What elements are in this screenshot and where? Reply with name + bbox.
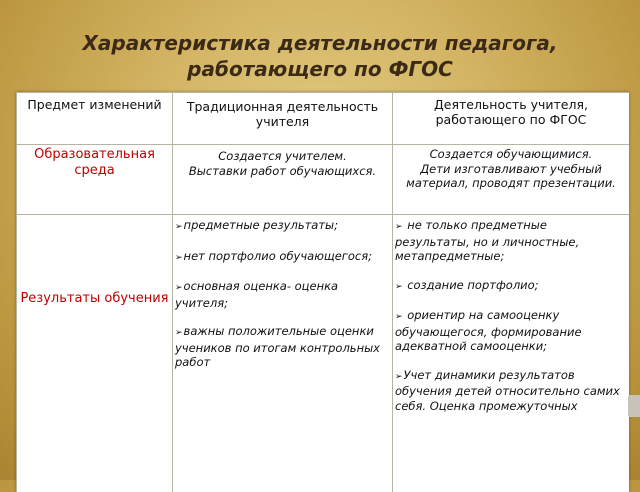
- arrow-bullet-icon: ➢: [175, 253, 183, 263]
- header-subject: Предмет изменений: [17, 93, 173, 145]
- list-item: ➢ создание портфолио;: [395, 278, 625, 295]
- fgos-environment-line-2: Дети изготавливают учебный материал, проводят презентации.: [399, 162, 623, 191]
- title-line-2: работающего по ФГОС: [40, 56, 600, 82]
- list-item: ➢важны положительные оценки учеников по итогам контрольных работ: [175, 324, 388, 370]
- row-label-results-text: Результаты обучения: [17, 215, 172, 307]
- arrow-bullet-icon: ➢: [175, 328, 183, 338]
- arrow-bullet-icon: ➢: [175, 283, 183, 293]
- traditional-results-cell: [173, 215, 393, 492]
- row-label-results: [17, 215, 173, 492]
- decorative-tab: [628, 395, 640, 417]
- arrow-bullet-icon: ➢: [395, 372, 403, 382]
- traditional-environment-line-1: Создается учителем.: [181, 149, 384, 164]
- table-row: [17, 145, 630, 215]
- arrow-bullet-icon: ➢: [395, 312, 403, 322]
- slide-title: [40, 30, 600, 82]
- header-row: [17, 93, 630, 145]
- traditional-environment-line-2: Выставки работ обучающихся.: [181, 164, 384, 179]
- arrow-bullet-icon: ➢: [175, 222, 183, 232]
- list-item: ➢ не только предметные результаты, но и личностные, метапредметные;: [395, 218, 625, 264]
- list-item: ➢Учет динамики результатов обучения детей относительно самих себя. Оценка промежуточных: [395, 368, 625, 414]
- list-item: ➢нет портфолио обучающегося;: [175, 249, 388, 266]
- list-item: ➢основная оценка- оценка учителя;: [175, 279, 388, 310]
- header-traditional: Традиционная деятельность учителя: [173, 93, 393, 145]
- row-label-environment: Образовательная среда: [17, 145, 173, 215]
- table-row: [17, 215, 630, 492]
- header-fgos: Деятельность учителя, работающего по ФГОС: [393, 93, 630, 145]
- fgos-results-list: [393, 215, 629, 413]
- traditional-environment-cell: [173, 145, 393, 215]
- comparison-table: [16, 92, 629, 492]
- traditional-results-list: [173, 215, 392, 370]
- arrow-bullet-icon: ➢: [395, 282, 403, 292]
- fgos-environment-line-1: Создается обучающимися.: [399, 147, 623, 162]
- title-line-1: Характеристика деятельности педагога,: [40, 30, 600, 56]
- list-item: ➢ ориентир на самооценку обучающегося, формирование адекватной самооценки;: [395, 308, 625, 354]
- list-item: ➢предметные результаты;: [175, 218, 388, 235]
- fgos-results-cell: [393, 215, 630, 492]
- arrow-bullet-icon: ➢: [395, 222, 403, 232]
- comparison-table-container: [16, 92, 629, 492]
- fgos-environment-cell: [393, 145, 630, 215]
